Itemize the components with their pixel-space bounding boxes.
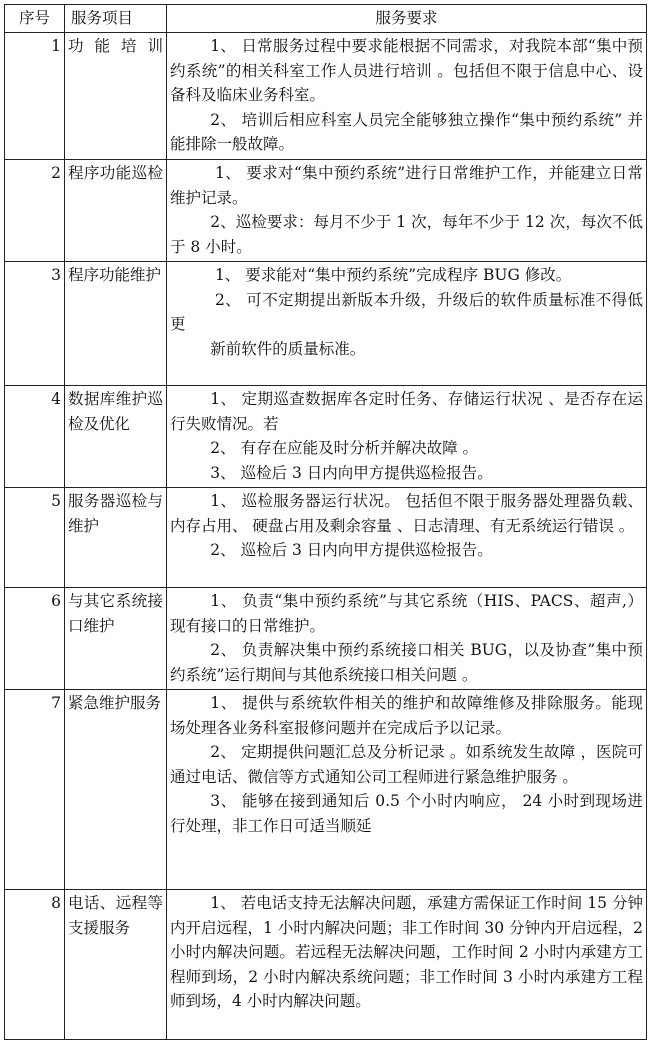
service-requirement bbox=[167, 890, 647, 1040]
requirement-line: 新前软件的质量标准。 bbox=[210, 339, 366, 358]
service-requirement bbox=[167, 262, 647, 386]
requirement-line: 1、 巡检服务器运行状况。 包括但不限于服务器处理器负载、内存占用、 硬盘占用及剩余容量 、日志清理、有无系统运行错误 。 bbox=[170, 492, 643, 535]
header-service-requirement: 服务要求 bbox=[167, 5, 647, 33]
service-requirements-table bbox=[4, 4, 647, 1040]
service-requirement bbox=[167, 160, 647, 262]
requirement-line: 1、 负责“集中预约系统”与其它系统（HIS、PACS、超声,）现有接口的日常维护。 bbox=[170, 592, 643, 635]
requirement-line: 1、 定期巡查数据库各定时任务、存储运行状况 、是否存在运行失败情况。若 bbox=[170, 390, 643, 433]
requirement-line: 3、 巡检后 3 日内向甲方提供巡检报告。 bbox=[210, 463, 493, 482]
service-item: 数据库维护巡检及优化 bbox=[65, 386, 167, 488]
service-item: 紧急维护服务 bbox=[65, 690, 167, 890]
table-row bbox=[5, 588, 647, 690]
row-number: 7 bbox=[5, 690, 65, 890]
row-number: 5 bbox=[5, 488, 65, 588]
service-requirement bbox=[167, 33, 647, 160]
row-number: 4 bbox=[5, 386, 65, 488]
table-row bbox=[5, 262, 647, 386]
service-item: 程序功能维护 bbox=[65, 262, 167, 386]
requirement-line: 2、 负责解决集中预约系统接口相关 BUG，以及协查”集中预约系统”运行期间与其他系统接口相关问题 。 bbox=[170, 641, 643, 684]
requirement-line: 2、巡检要求：每月不少于 1 次，每年不少于 12 次，每次不低于 8 小时。 bbox=[170, 213, 643, 256]
table-row bbox=[5, 33, 647, 160]
requirement-line: 3、 能够在接到通知后 0.5 个小时内响应， 24 小时到现场进行处理，非工作日可适当顺延 bbox=[170, 792, 643, 835]
service-item: 与其它系统接口维护 bbox=[65, 588, 167, 690]
requirement-line: 2、 培训后相应科室人员完全能够独立操作“集中预约系统” 并能排除一般故障。 bbox=[170, 110, 643, 153]
requirement-line: 2、 可不定期提出新版本升级，升级后的软件质量标准不得低更 bbox=[170, 290, 643, 333]
requirement-line: 1、 要求对“集中预约系统”进行日常维护工作，并能建立日常维护记录。 bbox=[170, 164, 643, 207]
requirement-line: 1、 日常服务过程中要求能根据不同需求，对我院本部“集中预约系统”的相关科室工作人员进行培训 。包括但不限于信息中心、设备科及临床业务科室。 bbox=[170, 37, 643, 104]
service-requirement bbox=[167, 386, 647, 488]
table-row bbox=[5, 160, 647, 262]
service-item: 程序功能巡检 bbox=[65, 160, 167, 262]
row-number: 2 bbox=[5, 160, 65, 262]
table-row bbox=[5, 690, 647, 890]
row-number: 8 bbox=[5, 890, 65, 1040]
row-number: 1 bbox=[5, 33, 65, 160]
table-row bbox=[5, 386, 647, 488]
row-number: 6 bbox=[5, 588, 65, 690]
table-row bbox=[5, 488, 647, 588]
service-requirement bbox=[167, 588, 647, 690]
table-header-row bbox=[5, 5, 647, 33]
requirement-line: 2、 有存在应能及时分析并解决故障 。 bbox=[210, 439, 479, 457]
service-requirement bbox=[167, 488, 647, 588]
service-item: 电话、远程等支援服务 bbox=[65, 890, 167, 1040]
header-service-item: 服务项目 bbox=[65, 5, 167, 33]
row-number: 3 bbox=[5, 262, 65, 386]
requirement-line: 2、 定期提供问题汇总及分析记录 。如系统发生故障 ，医院可通过电话、微信等方式通知公司工程师进行紧急维护服务 。 bbox=[170, 743, 643, 786]
requirement-line: 1、 若电话支持无法解决问题，承建方需保证工作时间 15 分钟内开启远程，1 小时内解决问题；非工作时间 30 分钟内开启远程，2 小时内解决问题。若远程无法解决问题，工作时间 2 小时内承建方工程师到场，2 小时内解决系统问题；非工作时间 3 小时内承建方工程师到场，4 小时内解决问题。 bbox=[170, 894, 643, 1010]
requirement-line: 2、 巡检后 3 日内向甲方提供巡检报告。 bbox=[210, 541, 493, 559]
table-row bbox=[5, 890, 647, 1040]
service-item: 功能培训 bbox=[65, 33, 167, 160]
service-requirement bbox=[167, 690, 647, 890]
header-no: 序号 bbox=[5, 5, 65, 33]
service-item: 服务器巡检与维护 bbox=[65, 488, 167, 588]
requirement-line: 1、 要求能对“集中预约系统”完成程序 BUG 修改。 bbox=[214, 266, 572, 284]
requirement-line: 1、 提供与系统软件相关的维护和故障维修及排除服务。能现场处理各业务科室报修问题并在完成后予以记录。 bbox=[170, 694, 643, 737]
